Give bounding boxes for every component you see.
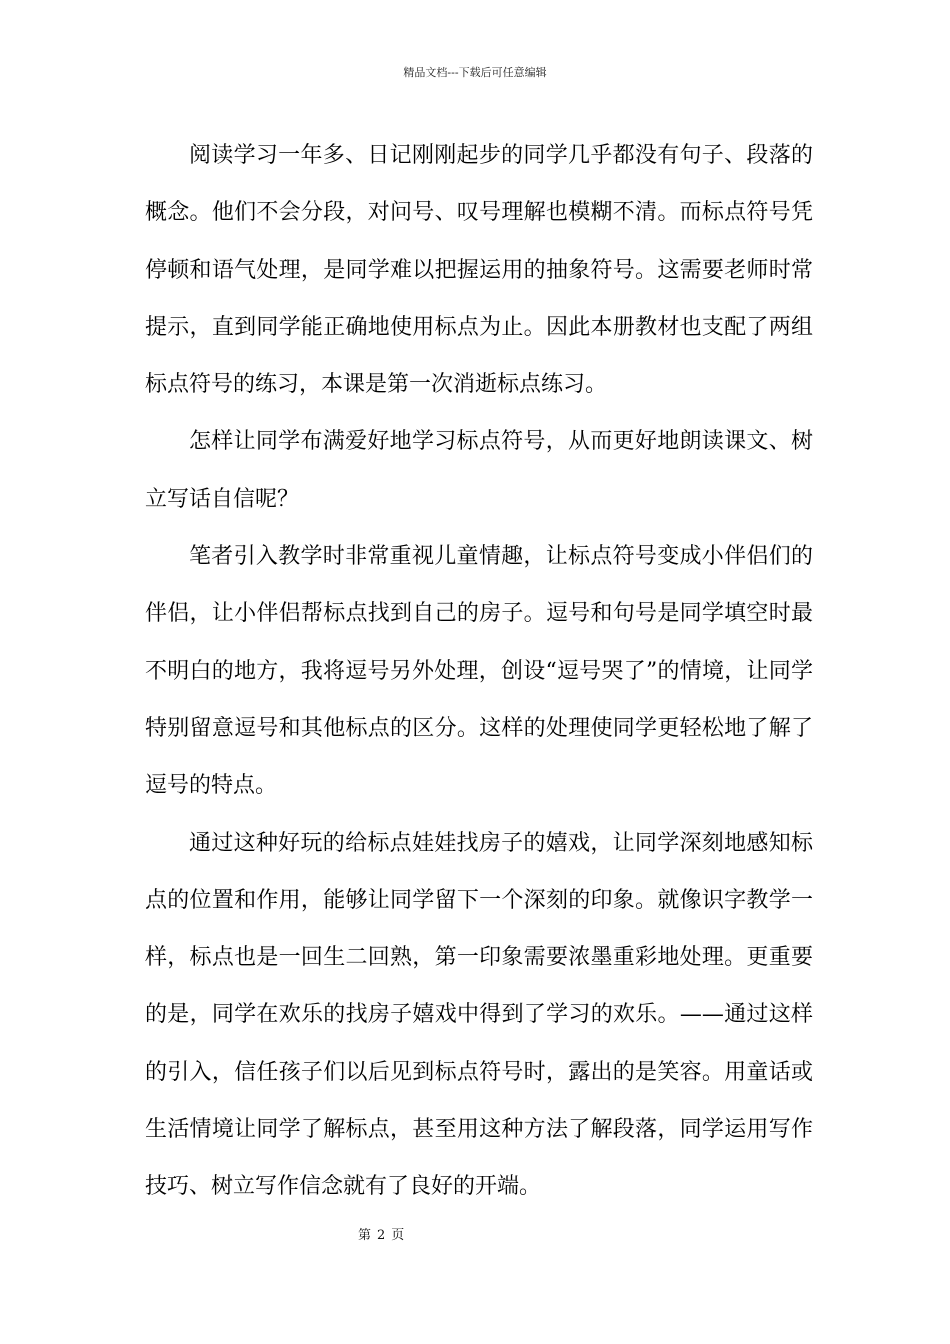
paragraph-3: 笔者引入教学时非常重视儿童情趣，让标点符号变成小伴侣们的伴侣，让小伴侣帮标点找到自己的房子。逗号和句号是同学填空时最不明白的地方，我将逗号另外处理，创设“逗号哭了”的情境，让同学特别留意逗号和其他标点的区分。这样的处理使同学更轻松地了解了逗号的特点。 [145, 544, 813, 799]
paragraph-4: 通过这种好玩的给标点娃娃找房子的嬉戏，让同学深刻地感知标点的位置和作用，能够让同学留下一个深刻的印象。就像识字教学一样，标点也是一回生二回熟，第一印象需要浓墨重彩地处理。更重要的是，同学在欢乐的找房子嬉戏中得到了学习的欢乐。——通过这样的引入，信任孩子们以后见到标点符号时，露出的是笑容。用童话或生活情境让同学了解标点，甚至用这种方法了解段落，同学运用写作技巧、树立写作信念就有了良好的开端。 [145, 830, 813, 1200]
page-header [0, 66, 950, 80]
page-number: 2 [377, 1228, 386, 1243]
paragraph-2: 怎样让同学布满爱好地学习标点符号，从而更好地朗读课文、树立写话自信呢？ [145, 429, 813, 512]
page-footer [358, 1228, 404, 1244]
document-body [145, 127, 813, 1216]
footer-suffix: 页 [391, 1228, 405, 1243]
header-text: 精品文档---下载后可任意编辑 [403, 66, 547, 79]
paragraph-1: 阅读学习一年多、日记刚刚起步的同学几乎都没有句子、段落的概念。他们不会分段，对问号、叹号理解也模糊不清。而标点符号凭停顿和语气处理，是同学难以把握运用的抽象符号。这需要老师时常提示，直到同学能正确地使用标点为止。因此本册教材也支配了两组标点符号的练习，本课是第一次消逝标点练习。 [145, 143, 813, 398]
footer-prefix: 第 [358, 1228, 372, 1243]
